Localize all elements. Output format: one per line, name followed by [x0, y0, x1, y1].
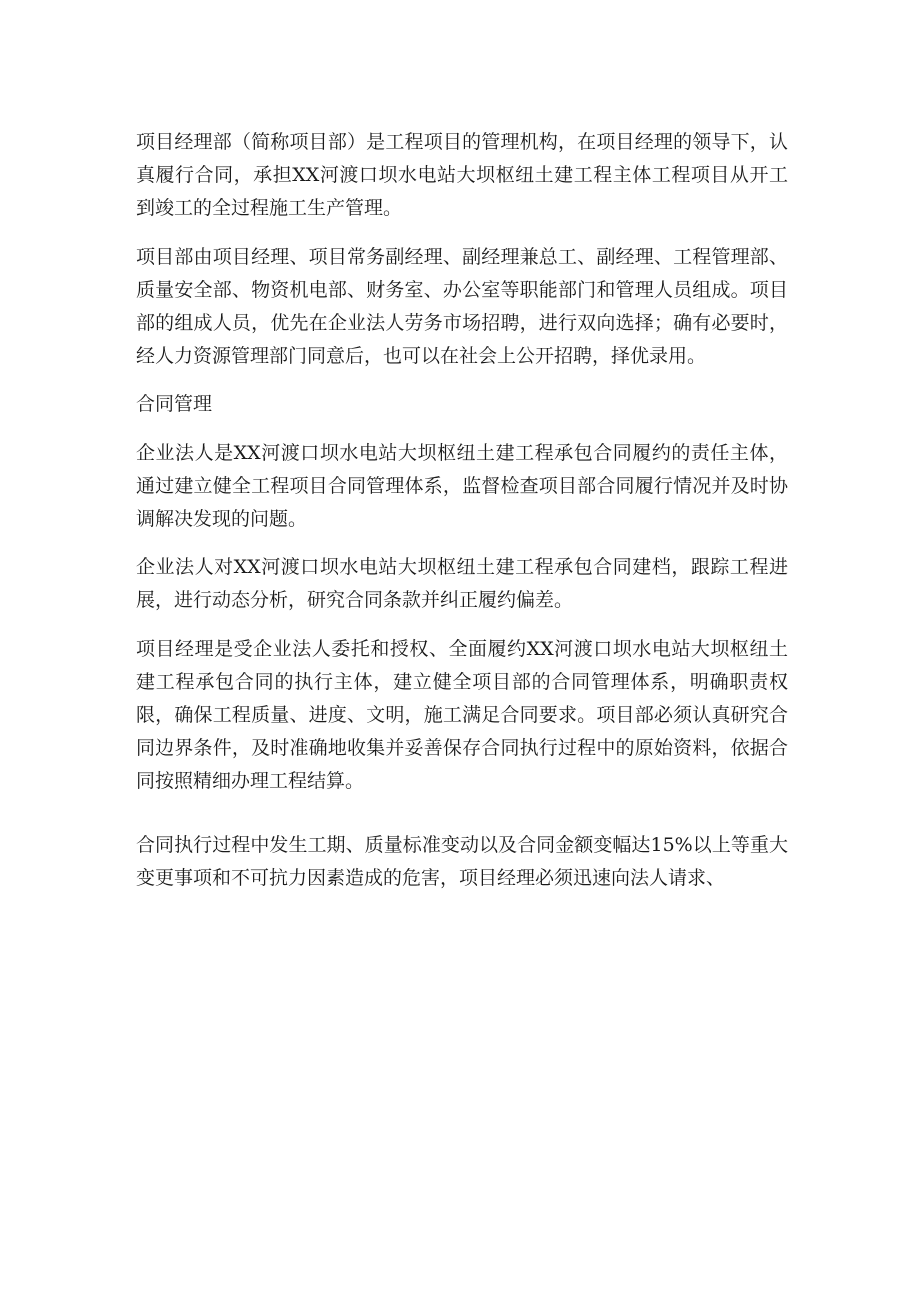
paragraph-project-department: 项目经理部（简称项目部）是工程项目的管理机构，在项目经理的领导下，认真履行合同，承担XX河渡口坝水电站大坝枢纽土建工程主体工程项目从开工到竣工的全过程施工生产管理。 — [136, 131, 788, 220]
document-body — [136, 126, 788, 895]
paragraph-spacer — [136, 799, 788, 829]
paragraph-spacer — [136, 226, 788, 241]
paragraph-department-composition: 项目部由项目经理、项目常务副经理、副经理兼总工、副经理、工程管理部、质量安全部、物资机电部、财务室、办公室等职能部门和管理人员组成。项目部的组成人员，优先在企业法人劳务市场招聘，进行双向选择；确有必要时，经人力资源管理部门同意后，也可以在社会上公开招聘，择优录用。 — [136, 245, 788, 368]
paragraph-spacer — [136, 373, 788, 388]
section-heading-contract-management: 合同管理 — [136, 393, 213, 416]
paragraph-project-manager-role: 项目经理是受企业法人委托和授权、全面履约XX河渡口坝水电站大坝枢纽土建工程承包合同的执行主体，建立健全项目部的合同管理体系，明确职责权限，确保工程质量、进度、文明，施工满足合同要求。项目部必须认真研究合同边界条件，及时准确地收集并妥善保存合同执行过程中的原始资料，依据合同按照精细办理工程结算。 — [136, 637, 788, 793]
paragraph-contract-filing: 企业法人对XX河渡口坝水电站大坝枢纽土建工程承包合同建档，跟踪工程进展，进行动态分析，研究合同条款并纠正履约偏差。 — [136, 556, 788, 612]
paragraph-major-changes: 合同执行过程中发生工期、质量标准变动以及合同金额变幅达15%以上等重大变更事项和不可抗力因素造成的危害，项目经理必须迅速向法人请求、 — [136, 833, 788, 889]
paragraph-spacer — [136, 536, 788, 551]
paragraph-spacer — [136, 618, 788, 633]
paragraph-spacer — [136, 422, 788, 437]
paragraph-legal-entity-responsibility: 企业法人是XX河渡口坝水电站大坝枢纽土建工程承包合同履约的责任主体，通过建立健全工程项目合同管理体系，监督检查项目部合同履行情况并及时协调解决发现的问题。 — [136, 441, 788, 531]
